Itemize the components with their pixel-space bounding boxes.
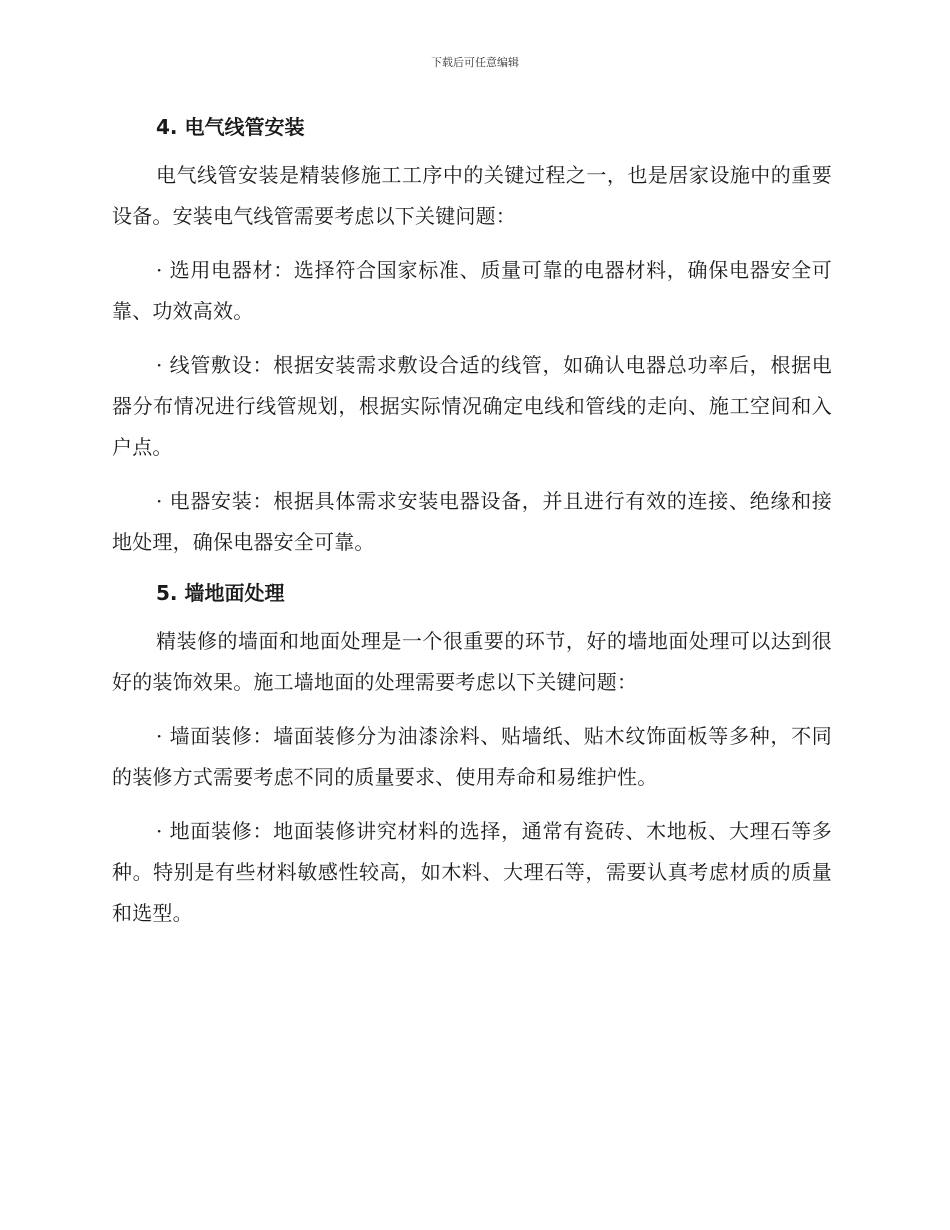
bullet-paragraph: · 地面装修：地面装修讲究材料的选择，通常有瓷砖、木地板、大理石等多种。特别是有些材料敏感性较高，如木料、大理石等，需要认真考虑材质的质量和选型。 bbox=[112, 819, 832, 925]
bullet-paragraph: · 选用电器材：选择符合国家标准、质量可靠的电器材料，确保电器安全可靠、功效高效。 bbox=[112, 258, 832, 323]
paragraph: 电气线管安装是精装修施工工序中的关键过程之一，也是居家设施中的重要设备。安装电气线管需要考虑以下关键问题： bbox=[112, 163, 832, 228]
document-body bbox=[112, 112, 832, 947]
section-heading: 4. 电气线管安装 bbox=[156, 115, 305, 139]
section-heading: 5. 墙地面处理 bbox=[156, 581, 285, 605]
section-electrical-conduit bbox=[112, 112, 832, 563]
page-header: 下载后可任意编辑 bbox=[431, 56, 519, 69]
paragraph: 精装修的墙面和地面处理是一个很重要的环节，好的墙地面处理可以达到很好的装饰效果。施工墙地面的处理需要考虑以下关键问题： bbox=[112, 629, 832, 694]
bullet-paragraph: · 线管敷设：根据安装需求敷设合适的线管，如确认电器总功率后，根据电器分布情况进行线管规划，根据实际情况确定电线和管线的走向、施工空间和入户点。 bbox=[112, 353, 832, 459]
bullet-paragraph: · 电器安装：根据具体需求安装电器设备，并且进行有效的连接、绝缘和接地处理，确保电器安全可靠。 bbox=[112, 489, 832, 554]
bullet-paragraph: · 墙面装修：墙面装修分为油漆涂料、贴墙纸、贴木纹饰面板等多种，不同的装修方式需要考虑不同的质量要求、使用寿命和易维护性。 bbox=[112, 724, 832, 789]
section-wall-floor bbox=[112, 578, 832, 934]
